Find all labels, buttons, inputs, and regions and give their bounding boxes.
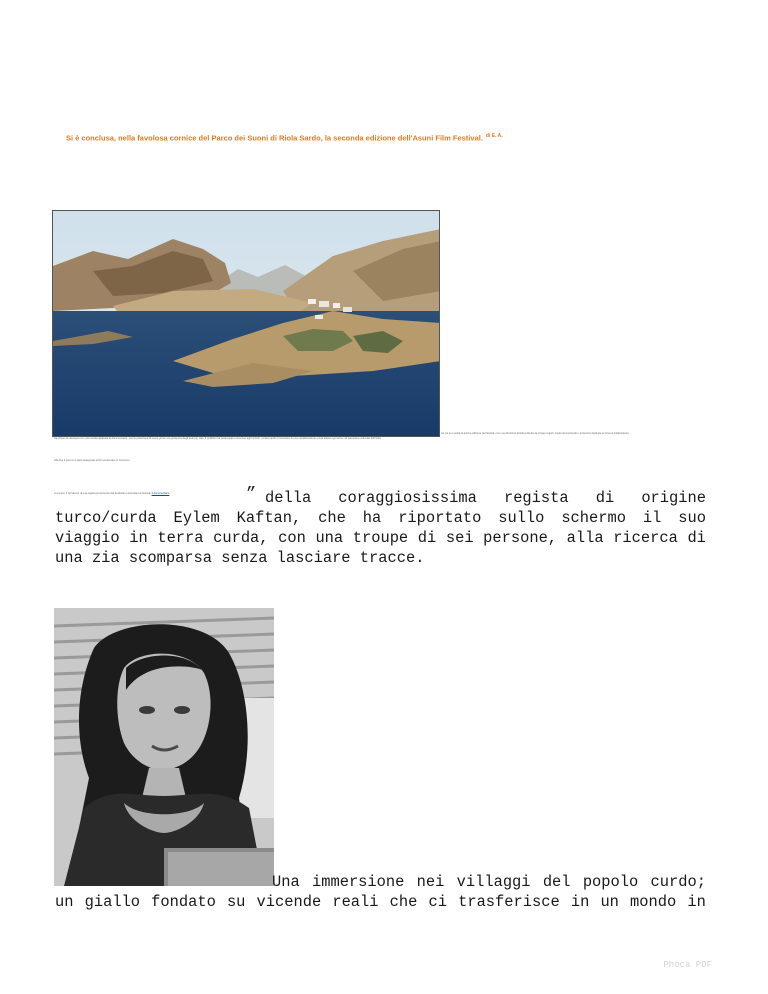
word: immersione (312, 873, 405, 891)
word: nei (416, 873, 445, 891)
word: ricerca (613, 529, 678, 547)
documentary-link[interactable]: Il documentario (151, 492, 170, 495)
word: con (278, 529, 306, 547)
word: turco/curda (55, 509, 157, 527)
landscape-photo (52, 210, 440, 437)
word: in (570, 893, 590, 911)
word: il (642, 509, 662, 527)
word: Eylem (173, 509, 220, 527)
word: terra (157, 529, 204, 547)
word: della (265, 489, 312, 507)
paragraph-1-line-1 (55, 488, 706, 508)
headline-text: Si è conclusa, nella favolosa cornice del Parco dei Suoni di Riola Sardo, la seconda edizione dell'Asuni Film Festival. (66, 133, 483, 143)
word: regista (503, 489, 569, 507)
headline-author: di E. A. (485, 133, 503, 139)
paragraph-2-line-2 (55, 892, 706, 912)
word: sullo (498, 509, 545, 527)
word: un (55, 893, 74, 911)
paragraph-1-line-3 (55, 528, 706, 548)
word: mondo (630, 893, 677, 911)
word: coraggiosissima (338, 489, 477, 507)
article-intro-fragment: Ha chiuso la rassegna con una serata dedicata al documentario, con la proiezione di opere prime e la presenza degli autori in sala. Il pubblico ha partecipato numeroso agli incontri, confermando il successo di una manifestazione ormai attesa ogni anno nel panorama culturale dell'isola. (54, 437, 382, 440)
word: che (389, 893, 418, 911)
word: in (687, 893, 706, 911)
word: suo (678, 509, 706, 527)
word: trasferisce (458, 893, 560, 911)
word: villaggi (456, 873, 531, 891)
word: persone, (483, 529, 558, 547)
word: reali (332, 893, 379, 911)
portrait-photo (54, 608, 274, 886)
word: curda, (213, 529, 269, 547)
word: di (687, 529, 706, 547)
word: schermo (561, 509, 626, 527)
word: alla (566, 529, 604, 547)
paragraph-2 (55, 872, 706, 912)
word: di (417, 529, 437, 547)
word: riportato (398, 509, 482, 527)
word: del (542, 873, 571, 891)
word: di (595, 489, 615, 507)
paragraph-1-line-4: una zia scomparsa senza lasciare tracce. (55, 549, 425, 567)
word: fondato (151, 893, 216, 911)
caption-fragment: tra cui si è svolta la quinta edizione del festival, con una direzione artistica diretta da cinque registi, ospiti internazionali e proiezioni dedicate al cinema indipendente (441, 432, 629, 435)
word: Una (272, 873, 300, 891)
word: che (318, 509, 346, 527)
word: su (226, 893, 246, 911)
article-note-fragment: Alla fine il premio è stato assegnato al film presentato in concorso. (54, 459, 131, 462)
word: giallo (84, 893, 141, 911)
word: sei (445, 529, 474, 547)
word: curdo; (650, 873, 706, 891)
word: un (600, 893, 619, 911)
word: una (315, 529, 344, 547)
word: troupe (352, 529, 409, 547)
word: Kaftan, (236, 509, 302, 527)
paragraph-1 (55, 488, 706, 568)
paragraph-1-line-2 (55, 508, 706, 528)
word: vicende (256, 893, 322, 911)
word: in (129, 529, 148, 547)
phoca-pdf-watermark: Phoca PDF (663, 960, 712, 970)
word: popolo (582, 873, 639, 891)
closing-quote-mark: ” (246, 485, 257, 504)
word: ha (362, 509, 382, 527)
word: origine (641, 489, 706, 507)
lead-text: A vincere, il bel lavoro di una regista proveniente dal Kurdistan presentato al festival, (54, 492, 151, 495)
word: viaggio (55, 529, 120, 547)
word: ci (428, 893, 447, 911)
article-headline (66, 133, 706, 143)
paragraph-2-line-1 (55, 872, 706, 892)
